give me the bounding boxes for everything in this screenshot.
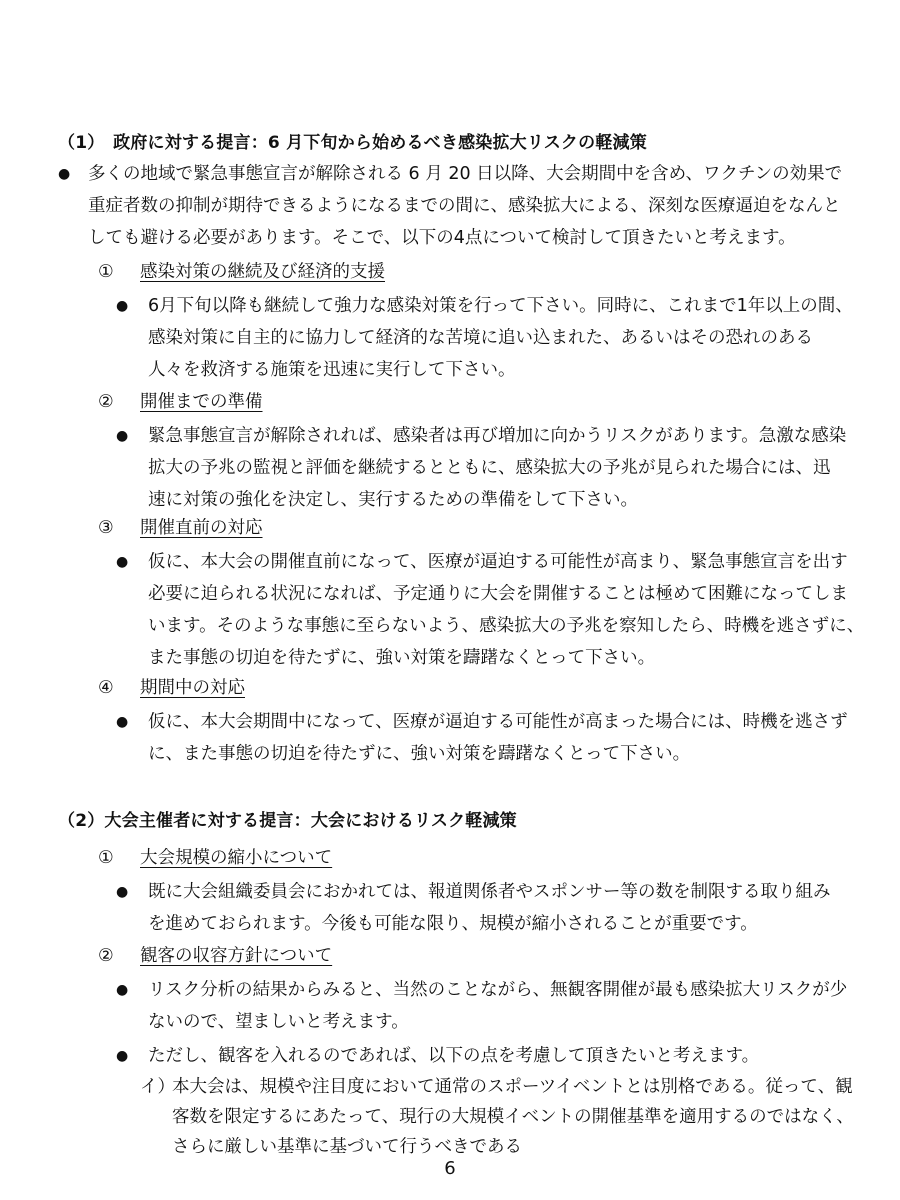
item-4-text xyxy=(116,706,848,770)
text-line: に、また事態の切迫を待たずに、強い対策を躊躇なくとって下さい。 xyxy=(148,744,691,764)
text-line: さらに厳しい基準に基づいて行うべきである xyxy=(172,1137,522,1157)
text-line: 感染対策に自主的に協力して経済的な苦境に追い込まれた、あるいはその恐れのある xyxy=(148,328,813,348)
sub-heading-3 xyxy=(98,514,263,539)
section1-heading: （1） 政府に対する提言：6 月下旬から始めるべき感染拡大リスクの軽減策 xyxy=(58,133,647,153)
sub-heading-2-2 xyxy=(98,942,332,967)
text-line: また事態の切迫を待たずに、強い対策を躊躇なくとって下さい。 xyxy=(148,648,656,668)
text-line: 仮に、本大会期間中になって、医療が逼迫する可能性が高まった場合には、時機を逃さず xyxy=(148,712,848,732)
sub-heading-2 xyxy=(98,388,263,413)
text-line: 本大会は、規模や注目度において通常のスポーツイベントとは別格である。従って、観 xyxy=(172,1077,853,1097)
item-title: 開催直前の対応 xyxy=(140,518,263,538)
item-number: ④ xyxy=(98,678,114,698)
bullet-icon: ● xyxy=(58,166,71,182)
section2-heading: （2）大会主催者に対する提言：大会におけるリスク軽減策 xyxy=(58,811,517,831)
text-line: ただし、観客を入れるのであれば、以下の点を考慮して頂きたいと考えます。 xyxy=(148,1046,760,1066)
text-line: 仮に、本大会の開催直前になって、医療が逼迫する可能性が高まり、緊急事態宣言を出す xyxy=(148,552,848,572)
item-number: ② xyxy=(98,392,114,412)
item-number: ② xyxy=(98,946,114,966)
text-line: を進めておられます。今後も可能な限り、規模が縮小されることが重要です。 xyxy=(148,914,758,934)
item-title: 感染対策の継続及び経済的支援 xyxy=(140,262,385,282)
text-line: 緊急事態宣言が解除されれば、感染者は再び増加に向かうリスクがあります。急激な感染 xyxy=(148,426,847,446)
item-2-2-bullet-2 xyxy=(116,1040,760,1072)
sub-heading-2-1 xyxy=(98,844,332,869)
text-line: ないので、望ましいと考えます。 xyxy=(148,1012,409,1032)
text-line: しても避ける必要があります。そこで、以下の4点について検討して頂きたいと考えます。 xyxy=(88,228,796,248)
item-1-text xyxy=(116,290,853,386)
text-line: 速に対策の強化を決定し、実行するための準備をして下さい。 xyxy=(148,490,638,510)
item-title: 期間中の対応 xyxy=(140,678,245,698)
item-number: ③ xyxy=(98,518,114,538)
bullet-icon: ● xyxy=(116,884,129,900)
text-line: います。そのような事態に至らないよう、感染拡大の予兆を察知したら、時機を逃さずに、 xyxy=(148,616,865,636)
item-number: ① xyxy=(98,848,114,868)
sub-heading-1 xyxy=(98,258,385,283)
sub-item-mark: イ） xyxy=(140,1077,175,1097)
bullet-icon: ● xyxy=(116,714,129,730)
section1-intro xyxy=(58,158,843,254)
text-line: リスク分析の結果からみると、当然のことながら、無観客開催が最も感染拡大リスクが少 xyxy=(148,980,848,1000)
text-line: 多くの地域で緊急事態宣言が解除される 6 月 20 日以降、大会期間中を含め、ワクチンの効果で xyxy=(88,164,843,184)
item-number: ① xyxy=(98,262,114,282)
item-2-1-text xyxy=(116,876,831,940)
text-line: 6月下旬以降も継続して強力な感染対策を行って下さい。同時に、これまで1年以上の間、 xyxy=(148,296,853,316)
bullet-icon: ● xyxy=(116,982,129,998)
item-3-text xyxy=(116,546,865,674)
text-line: 重症者数の抑制が期待できるようになるまでの間に、感染拡大による、深刻な医療逼迫をなんと xyxy=(88,196,841,216)
text-line: 拡大の予兆の監視と評価を継続するとともに、感染拡大の予兆が見られた場合には、迅 xyxy=(148,458,831,478)
text-line: 既に大会組織委員会におかれては、報道関係者やスポンサー等の数を制限する取り組み xyxy=(148,882,831,902)
item-2-text xyxy=(116,420,847,516)
bullet-icon: ● xyxy=(116,428,129,444)
item-title: 大会規模の縮小について xyxy=(140,848,333,868)
item-title: 観客の収容方針について xyxy=(140,946,333,966)
bullet-icon: ● xyxy=(116,554,129,570)
item-2-2-bullet-1 xyxy=(116,974,848,1038)
text-line: 客数を限定するにあたって、現行の大規模イベントの開催基準を適用するのではなく、 xyxy=(172,1107,854,1127)
text-line: 必要に迫られる状況になれば、予定通りに大会を開催することは極めて困難になってしま xyxy=(148,584,848,604)
text-line: 人々を救済する施策を迅速に実行して下さい。 xyxy=(148,360,516,380)
sub-heading-4 xyxy=(98,674,245,699)
bullet-icon: ● xyxy=(116,298,129,314)
item-title: 開催までの準備 xyxy=(140,392,263,412)
page-number: 6 xyxy=(444,1158,456,1179)
sub-item-i xyxy=(140,1072,854,1162)
bullet-icon: ● xyxy=(116,1048,129,1064)
